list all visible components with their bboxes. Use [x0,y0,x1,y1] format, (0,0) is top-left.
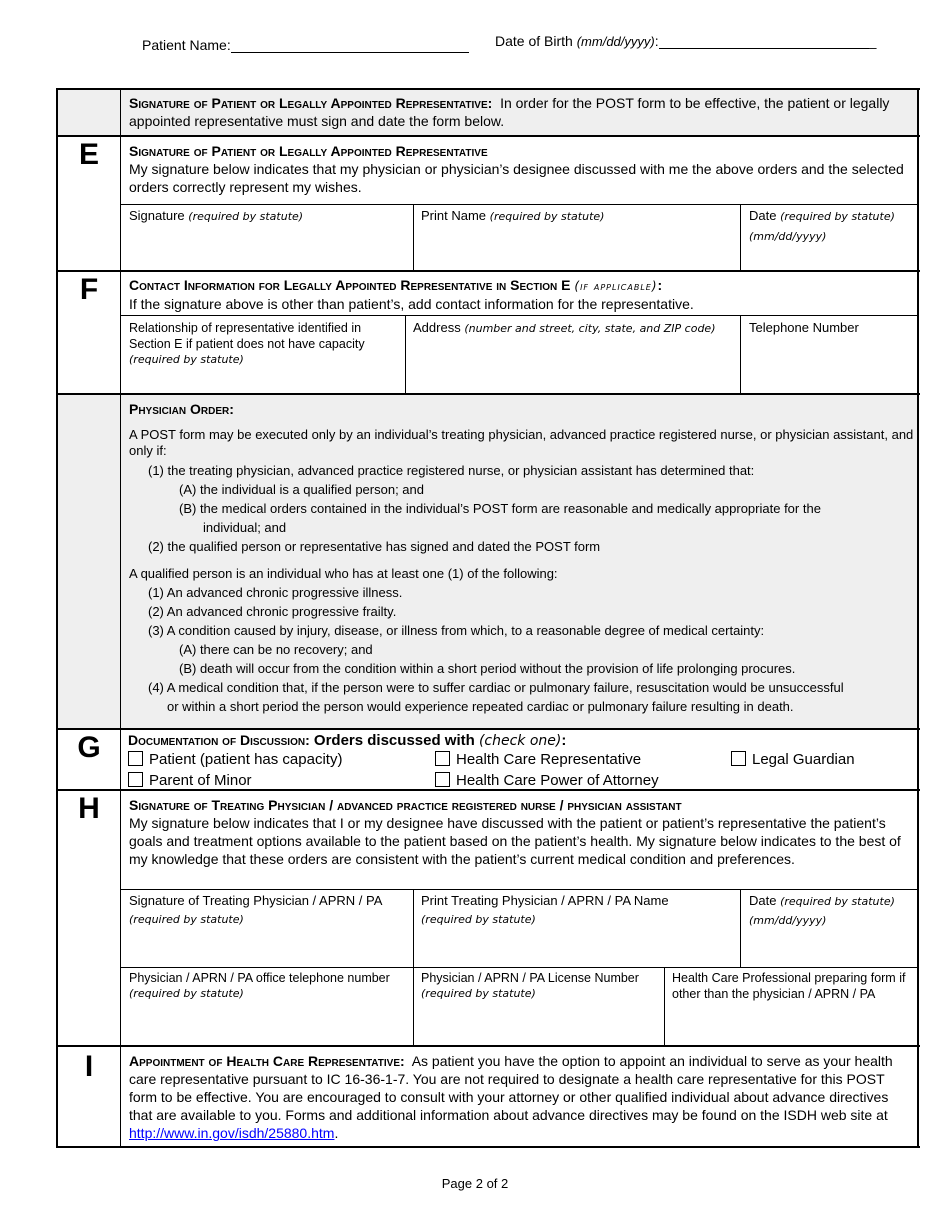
section-g-header: Documentation of Discussion: Orders discussed with (check one): [128,732,567,749]
patient-name-line[interactable] [231,38,469,53]
section-i-title: Appointment of Health Care Representative: [129,1053,405,1069]
checkbox[interactable] [435,772,450,787]
section-f-header: Contact Information for Legally Appointed Representative in Section E (if applicable): If the signature above is other than patient’s, add contact information for the representative. [129,276,914,313]
section-h-text: My signature below indicates that I or my designee have discussed with the patient or patient’s representative the patient’s goals and treatment options available to the patient based on the patient’s health. My signature below indicates to the best of my knowledge that these orders are consistent with the patient’s current medical condition and preferences. [129,815,901,867]
section-i-text: As patient you have the option to appoint an individual to serve as your health care representative pursuant to IC 16-36-1-7. You are not required to designate a health care representative for this POST form to be effective. You are encouraged to consult with your attorney or other qualified individual about advance directives that are available to you. Forms and additional information about advance directives may be found on the ISDH web site at [129,1053,893,1123]
option-patient[interactable]: Patient (patient has capacity) [128,751,342,768]
relationship-field[interactable]: Relationship of representative identified in Section E if patient does not have capacity (required by statute) [129,321,365,366]
checkbox[interactable] [128,772,143,787]
telephone-field[interactable]: Telephone Number [749,320,859,335]
option-parent-of-minor[interactable]: Parent of Minor [128,772,252,789]
option-power-of-attorney[interactable]: Health Care Power of Attorney [435,772,659,789]
checkbox[interactable] [731,751,746,766]
option-health-care-rep[interactable]: Health Care Representative [435,751,641,768]
patient-name-field [142,37,469,53]
dob-label: Date of Birth [495,33,573,49]
section-e-text: My signature below indicates that my physician or physician’s designee discussed with me the above orders and the selected orders correctly represent my wishes. [129,161,904,195]
section-e-title: Signature of Patient or Legally Appointed Representative [129,143,488,159]
section-h-letter: H [78,792,100,825]
checkbox[interactable] [435,751,450,766]
section-e-letter: E [78,138,99,171]
patient-name-label: Patient Name: [142,37,231,53]
physician-date-field[interactable]: Date (required by statute) (mm/dd/yyyy) [749,893,895,927]
section-f-title: Contact Information for Legally Appointed Representative in Section E [129,277,571,293]
physician-license-field[interactable]: Physician / APRN / PA License Number (required by statute) [421,971,639,1000]
section-f-text: If the signature above is other than patient’s, add contact information for the representative. [129,296,694,312]
physician-signature-field[interactable]: Signature of Treating Physician / APRN / PA (required by statute) [129,893,383,926]
page-number: Page 2 of 2 [441,1176,509,1191]
physician-phone-field[interactable]: Physician / APRN / PA office telephone number (required by statute) [129,971,390,1000]
section-f-letter: F [79,273,99,306]
section-g-letter: G [77,731,101,764]
option-legal-guardian[interactable]: Legal Guardian [731,751,855,768]
preparer-field[interactable]: Health Care Professional preparing form if other than the physician / APRN / PA [672,971,906,1001]
address-field[interactable]: Address (number and street, city, state, and ZIP code) [413,320,716,335]
section-g-title: Documentation of Discussion: [128,732,310,748]
dob-field: Date of Birth (mm/dd/yyyy): _ [495,33,877,49]
isdh-link[interactable]: http://www.in.gov/isdh/25880.htm [129,1125,335,1141]
dob-line[interactable] [659,34,869,49]
intro-block [129,94,909,130]
section-h-header [129,796,914,868]
patient-signature-field[interactable]: Signature (required by statute) [129,208,304,223]
patient-print-name-field[interactable]: Print Name (required by statute) [421,208,605,223]
checkbox[interactable] [128,751,143,766]
patient-date-field[interactable]: Date (required by statute) (mm/dd/yyyy) [749,208,895,243]
physician-order-block: Physician Order: A POST form may be executed only by an individual’s treating physician, advanced practice registered nurse, or physician assistant, and only if: (1) the treating physician, advanced practice registered nurse, or physician assistant has determined that: (A) the individual is a qualified person; and (B) the medical orders contained in the individual’s POST form are reasonable and medically appropriate for the individual; and (2) the qualified person or representative has signed and dated the POST form A qualified person is an individual who has at least one (1) of the following: (1) An advanced chronic progressive illness. (2) An advanced chronic progressive frailty. (3) A condition caused by injury, disease, or illness from which, to a reasonable degree of medical certainty: (A) there can be no recovery; and (B) death will occur from the condition within a short period without the provision of life prolonging procures. (4) A medical condition that, if the person were to suffer cardiac or pulmonary failure, resuscitation would be unsuccessful or within a short period the person would experience repeated cardiac or pulmonary failure resulting in death. [129,401,914,714]
dob-format: (mm/dd/yyyy) [576,34,655,49]
intro-title: Signature of Patient or Legally Appointed Representative: [129,95,493,111]
section-i-block: Appointment of Health Care Representative: As patient you have the option to appoint an individual to serve as your health care representative pursuant to IC 16-36-1-7. You are not required to designate a health care representative for this POST form to be effective. You are encouraged to consult with your attorney or other qualified individual about advance directives that are available to you. Forms and additional information about advance directives may be found on the ISDH web site at http://www.in.gov/isdh/25880.htm. [129,1053,893,1141]
intro-text: In order for the POST form to be effective, the patient or legally appointed representative must sign and date the form below. [129,95,890,129]
physician-print-name-field[interactable]: Print Treating Physician / APRN / PA Name (required by statute) [421,893,669,926]
section-e-header [129,142,909,196]
section-i-letter: I [84,1050,94,1083]
section-h-title: Signature of Treating Physician / advanced practice registered nurse / physician assistant [129,797,682,813]
physician-order-title: Physician Order: [129,401,234,417]
